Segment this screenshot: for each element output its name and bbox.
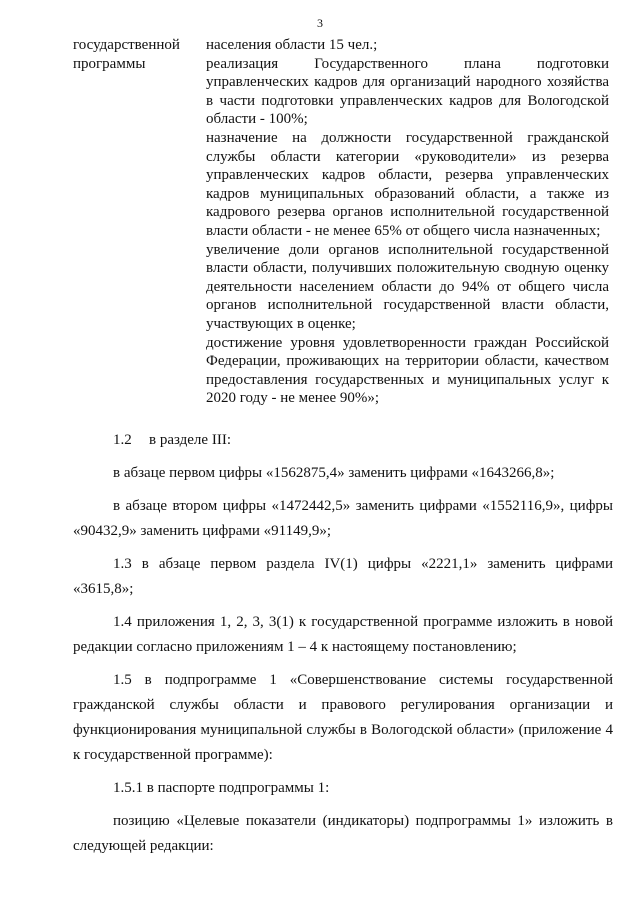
paragraph-1-5: 1.5 в подпрограмме 1 «Совершенствование системы государственной гражданской службы области и правового регулирования организации и функционирования муниципальной службы в Вологодской области» (приложение 4 к государственной программе): — [73, 672, 613, 763]
paragraph: в абзаце втором цифры «1472442,5» заменить цифрами «1552116,9», цифры «90432,9» заменить цифрами «91149,9»; — [73, 498, 613, 539]
paragraph-1-4: 1.4 приложения 1, 2, 3, 3(1) к государственной программе изложить в новой редакции согласно приложениям 1 – 4 к настоящему постановлению; — [73, 614, 613, 655]
paragraph-1-2 — [73, 428, 613, 453]
paragraph: позицию «Целевые показатели (индикаторы) подпрограммы 1» изложить в следующей редакции: — [73, 813, 613, 854]
indicator-item: населения области 15 чел.; — [206, 37, 378, 53]
indicator-item: увеличение доли органов исполнительной государственной власти области, получивших положительную сводную оценку деятельности населением области до 94% от общего числа органов исполнительной государственной власти области, участвующих в оценке; — [206, 241, 609, 332]
paragraph: в абзаце первом цифры «1562875,4» заменить цифрами «1643266,8»; — [113, 465, 555, 481]
indicator-item: реализация Государственного плана подготовки управленческих кадров для организаций народного хозяйства в части подготовки управленческих кадров для Вологодской области - 100%; — [206, 55, 609, 128]
page-number: 3 — [317, 16, 323, 30]
indicator-item: достижение уровня удовлетворенности граждан Российской Федерации, проживающих на территории области, качеством предоставления государственных и муниципальных услуг к 2020 году - не менее 90%»; — [206, 334, 609, 407]
passport-label-line: программы — [73, 55, 146, 72]
passport-table-fragment — [73, 36, 609, 408]
passport-label-line: государственной — [73, 37, 180, 53]
paragraph-number: 1.2 — [113, 432, 132, 448]
paragraph-1-3: 1.3 в абзаце первом раздела IV(1) цифры «2221,1» заменить цифрами «3615,8»; — [73, 556, 613, 597]
document-body — [73, 428, 613, 867]
passport-label-cell — [73, 36, 206, 408]
passport-value-cell — [206, 36, 609, 408]
indicator-item: назначение на должности государственной гражданской службы области категории «руководители» из резерва управленческих кадров области, резерва управленческих кадров муниципальных образований области, а также из кадрового резерва органов исполнительной государственной власти области - не менее 65% от общего числа назначенных; — [206, 129, 609, 239]
paragraph-text: в разделе III: — [149, 432, 231, 448]
paragraph-1-5-1: 1.5.1 в паспорте подпрограммы 1: — [113, 780, 330, 796]
